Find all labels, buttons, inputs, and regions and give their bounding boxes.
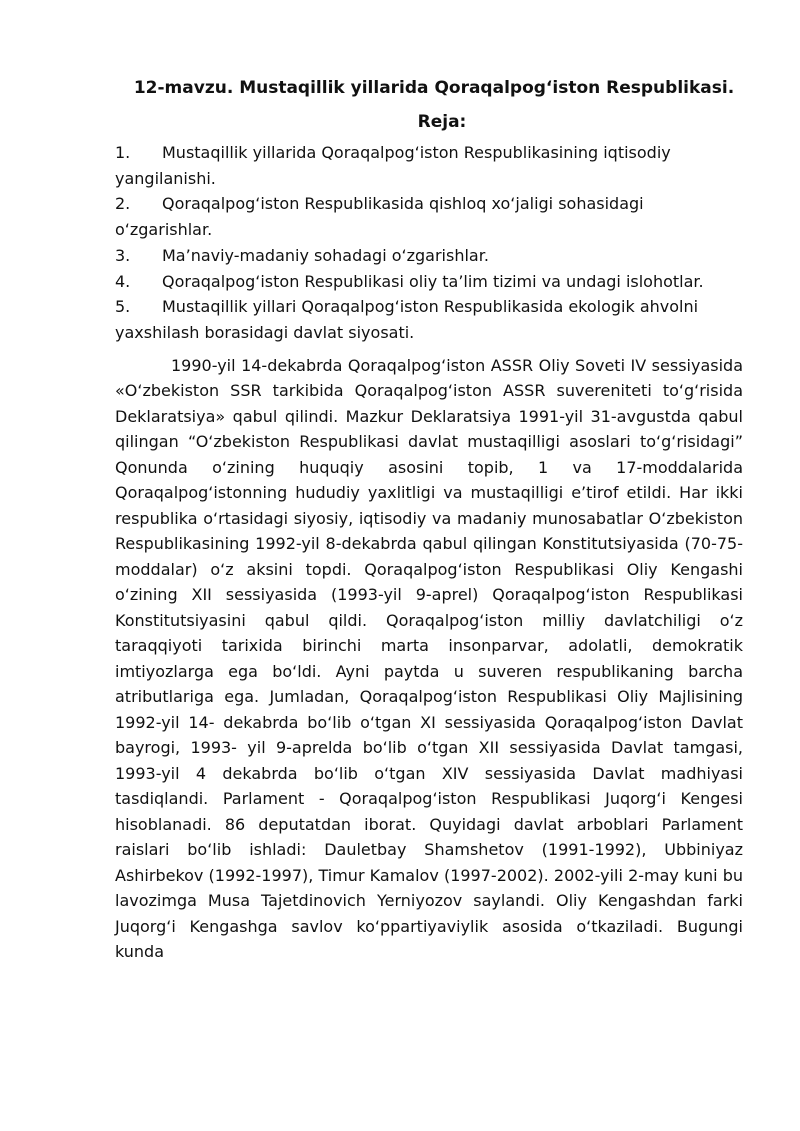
- plan-item-number: 2.: [115, 194, 131, 214]
- plan-item: [115, 294, 715, 345]
- document-page: [115, 74, 743, 965]
- plan-item: [115, 243, 715, 269]
- plan-item-text: Mustaqillik yillarida Qoraqalpog‘iston Respublikasining iqtisodiy yangilanishi.: [115, 143, 671, 188]
- plan-list: [115, 140, 715, 346]
- plan-item-number: 4.: [115, 271, 131, 291]
- plan-heading: Reja:: [417, 112, 467, 132]
- plan-item-number: 1.: [115, 143, 131, 162]
- plan-item: [115, 269, 715, 295]
- plan-item-number: 3.: [115, 245, 131, 265]
- plan-item-text: Ma’naviy-madaniy sohadagi o‘zgarishlar.: [162, 245, 489, 265]
- plan-item-text: Qoraqalpog‘iston Respublikasi oliy ta’lim tizimi va undagi islohotlar.: [162, 271, 704, 291]
- plan-item-text: Qoraqalpog‘iston Respublikasida qishloq xo‘jaligi sohasidagi o‘zgarishlar.: [115, 194, 644, 240]
- plan-item: [115, 140, 715, 191]
- plan-item-text: Mustaqillik yillari Qoraqalpog‘iston Respublikasida ekologik ahvolni yaxshilash borasidagi davlat siyosati.: [115, 297, 699, 342]
- document-title: 12-mavzu. Mustaqillik yillarida Qoraqalpog‘iston Respublikasi.: [133, 78, 735, 98]
- plan-item-number: 5.: [115, 297, 131, 317]
- body-paragraph: 1990-yil 14-dekabrda Qoraqalpog‘iston ASSR Oliy Soveti IV sessiyasida «O‘zbekiston SSR tarkibida Qoraqalpog‘iston ASSR suvereniteti to‘g‘risida Deklaratsiya» qabul qilindi. Mazkur Deklaratsiya 1991-yil 31-avgustda qabul qilingan “O‘zbekiston Respublikasi davlat mustaqilligi asoslari to‘g‘risidagi” Qonunda o‘zining huquqiy asosini topib, 1 va 17-moddalarida Qoraqalpog‘istonning hududiy yaxlitligi va mustaqilligi e’tirof etildi. Har ikki respublika o‘rtasidagi siyosiy, iqtisodiy va madaniy munosabatlar O‘zbekiston Respublikasining 1992-yil 8-dekabrda qabul qilingan Konstitutsiyasida (70-75- moddalar) o‘z aksini topdi. Qoraqalpog‘iston Respublikasi Oliy Kengashi o‘zining XII sessiyasida (1993-yil 9-aprel) Qoraqalpog‘iston Respublikasi Konstitutsiyasini qabul qildi. Qoraqalpog‘iston milliy davlatchiligi o‘z taraqqiyoti tarixida birinchi marta insonparvar, adolatli, demokratik imtiyozlarga ega bo‘ldi. Ayni paytda u suveren respublikaning barcha atributlariga ega. Jumladan, Qoraqalpog‘iston Respublikasi Oliy Majlisining 1992-yil 14- dekabrda bo‘lib o‘tgan XI sessiyasida Qoraqalpog‘iston Davlat bayrogi, 1993- yil 9-aprelda bo‘lib o‘tgan XII sessiyasida Davlat tamgasi, 1993-yil 4 dekabrda bo‘lib o‘tgan XIV sessiyasida Davlat madhiyasi tasdiqlandi. Parlament - Qoraqalpog‘iston Respublikasi Juqorg‘i Kengesi hisoblanadi. 86 deputatdan iborat. Quyidagi davlat arboblari Parlament raislari bo‘lib ishladi: Dauletbay Shamshetov (1991-1992), Ubbiniyaz Ashirbekov (1992-1997), Timur Kamalov (1997-2002). 2002-yili 2-may kuni bu lavozimga Musa Tajetdinovich Yerniyozov saylandi. Oliy Kengashdan farki Juqorg‘i Kengashga savlov ko‘ppartiyaviylik asosida o‘tkaziladi. Bugungi kunda: [115, 355, 743, 962]
- plan-item: [115, 191, 715, 242]
